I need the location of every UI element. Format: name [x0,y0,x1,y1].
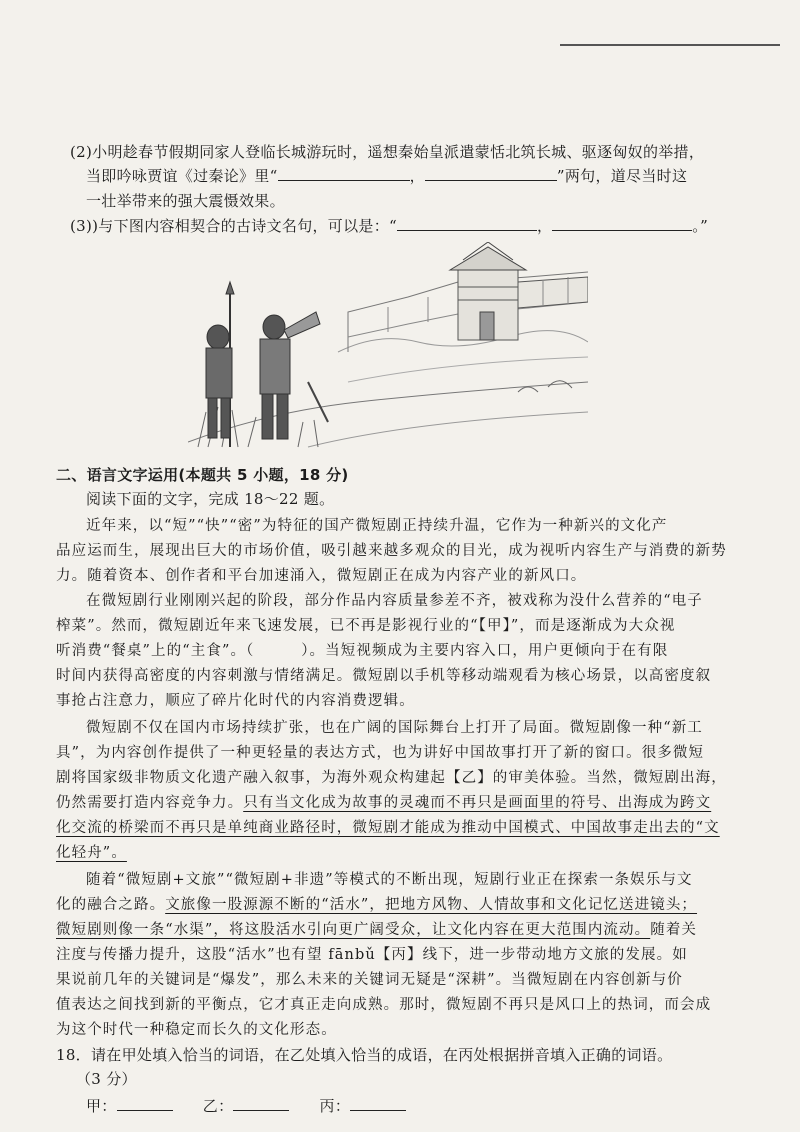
answer-label-yi: 乙： [202,1097,234,1115]
passage-line: 听消费“餐桌”上的“主食”。（ ）。当短视频成为主要内容入口，用户更倾向于在有限 [56,643,669,659]
q2-blank-2[interactable] [425,166,557,181]
underlined-sentence: 化交流的桥梁而不再只是单纯商业路径时，微短剧才能成为推动中国模式、中国故事走出去的“文 [56,820,720,836]
underlined-sentence: 化轻舟”。 [56,845,127,861]
passage-line: 时间内获得高密度的内容刺激与情绪满足。微短剧以手机等移动端观看为核心场景，以高密度叙 [56,668,712,684]
header-rule [560,44,780,46]
q18-score: （3 分） [76,1070,137,1088]
passage-text: 仍然需要打造内容竞争力。 [56,795,244,811]
passage-text: 化的融合之路。 [56,897,166,913]
q3-text-b: 。” [692,217,709,235]
underlined-sentence: 微短剧则像一条“水渠”，将这股活水引向更广阔受众，让文化内容在更大范围内流动。 [56,922,651,938]
q2-line1: (2)小明趁春节假期同家人登临长城游玩时，遥想秦始皇派遣蒙恬北筑长城、驱逐匈奴的举措， [70,143,705,161]
passage-line: 微短剧不仅在国内市场持续扩张，也在广阔的国际舞台上打开了局面。微短剧像一种“新工 [86,720,703,736]
soldier-spear-figure [206,282,234,447]
q18-answers [86,1095,406,1117]
passage-line [56,894,697,916]
answer-label-jia: 甲： [86,1097,117,1115]
passage-line: 注度与传播力提升，这股“活水”也有望 fānbǔ【丙】线下，进一步带动地方文旅的发展。如 [56,947,688,963]
passage-line: 为这个时代一种稳定而长久的文化形态。 [56,1022,337,1038]
passage-line: 剧将国家级非物质文化遗产融入叙事，为海外观众构建起【乙】的审美体验。当然，微短剧出海， [56,770,727,786]
q2-line3: 一壮举带来的强大震慑效果。 [86,192,285,210]
section-intro: 阅读下面的文字，完成 18～22 题。 [86,490,335,508]
q3-blank-2[interactable] [552,216,692,231]
great-wall-soldiers-illustration [188,242,588,450]
answer-blank-yi[interactable] [233,1096,289,1111]
passage-line: 榨菜”。然而，微短剧近年来飞速发展，已不再是影视行业的“【甲】”，而是逐渐成为大众视 [56,618,676,634]
q2-sep: ， [409,167,425,185]
underlined-sentence: 只有当文化成为故事的灵魂而不再只是画面里的符号、出海成为跨文 [243,795,712,811]
passage-line: 事抢占注意力，顺应了碎片化时代的内容消费逻辑。 [56,693,415,709]
passage-line: 果说前几年的关键词是“爆发”，那么未来的关键词无疑是“深耕”。当微短剧在内容创新与价 [56,972,683,988]
passage-line: 近年来，以“短”“快”“密”为特征的国产微短剧正持续升温，它作为一种新兴的文化产 [86,518,668,534]
q18-prompt: 18．请在甲处填入恰当的词语，在乙处填入恰当的成语，在丙处根据拼音填入正确的词语。 [56,1046,673,1064]
answer-label-bing: 丙： [319,1097,351,1115]
answer-blank-bing[interactable] [350,1096,406,1111]
q2-text-b: ”两句，道尽当时这 [556,167,688,185]
passage-line: 具”，为内容创作提供了一种更轻量的表达方式，也为讲好中国故事打开了新的窗口。很多微短 [56,745,705,761]
passage-text: 随着关 [650,922,698,938]
passage-line [56,919,697,941]
q3-sep: ， [536,217,553,235]
section-title: 二、语言文字运用(本题共 5 小题，18 分) [56,466,349,484]
passage-line: 值表达之间找到新的平衡点，它才真正走向成熟。那时，微短剧不再只是风口上的热词，而会成 [56,997,712,1013]
q2-text-a: 当即吟咏贾谊《过秦论》里“ [86,167,278,185]
passage-line: 随着“微短剧+文旅”“微短剧+非遗”等模式的不断出现，短剧行业正在探索一条娱乐与文 [86,872,693,888]
q2-blank-1[interactable] [278,166,410,181]
passage-line: 品应运而生，展现出巨大的市场价值，吸引越来越多观众的目光，成为视听内容生产与消费的新势 [56,543,727,559]
soldier-horn-figure [260,312,328,439]
q3-line [70,215,708,237]
answer-blank-jia[interactable] [117,1096,173,1111]
passage-line: 力。随着资本、创作者和平台加速涌入，微短剧正在成为内容产业的新风口。 [56,568,587,584]
passage-line [56,792,711,814]
underlined-sentence: 文旅像一股源源不断的“活水”，把地方风物、人情故事和文化记忆送进镜头； [165,897,698,913]
passage-line: 在微短剧行业刚刚兴起的阶段，部分作品内容质量参差不齐，被戏称为没什么营养的“电子 [86,593,703,609]
q3-text-a: (3))与下图内容相契合的古诗文名句，可以是：“ [70,217,397,235]
q2-line2 [86,165,687,187]
q3-blank-1[interactable] [397,216,537,231]
